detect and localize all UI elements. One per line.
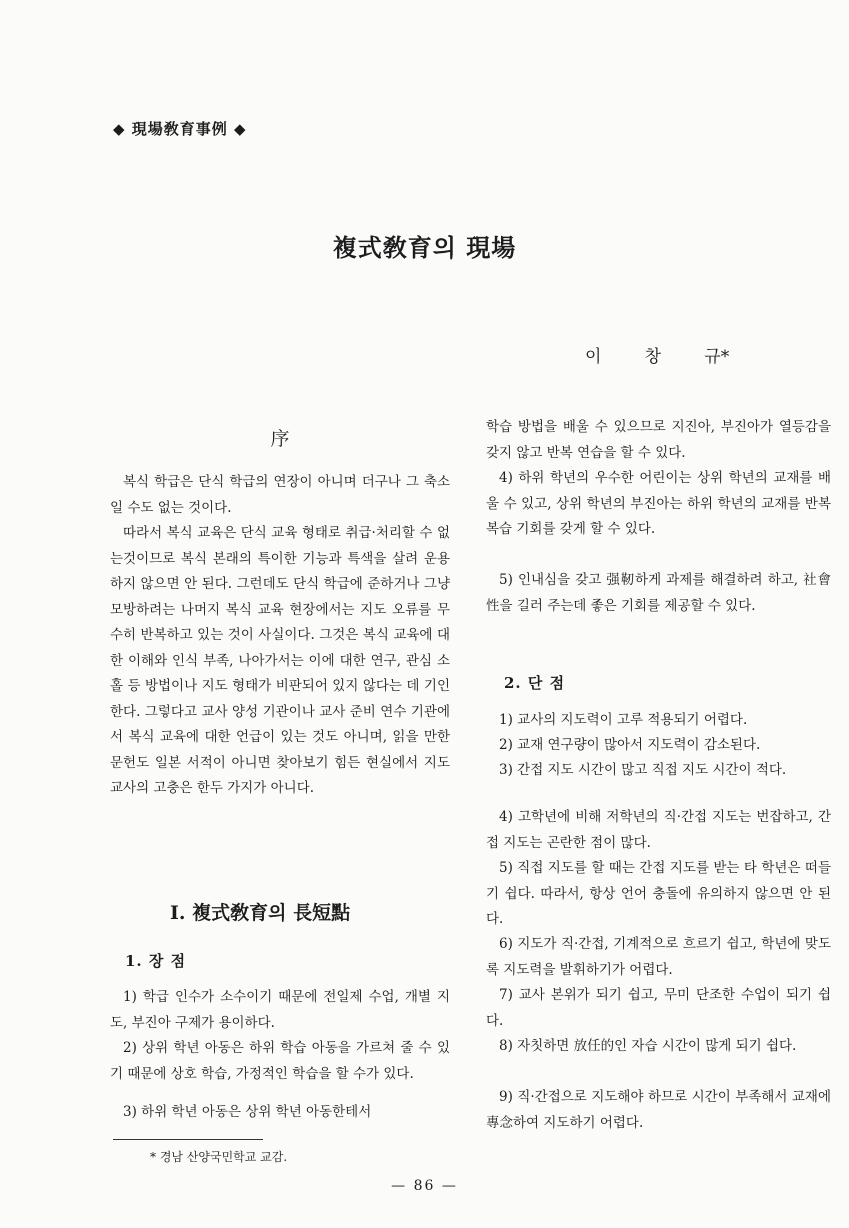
- section-tag: ◆ 現場敎育事例 ◆: [113, 120, 247, 138]
- list-item: 3) 하위 학년 아동은 상위 학년 아동한테서: [123, 1104, 372, 1120]
- page-number: — 86 —: [391, 1178, 458, 1194]
- list-item: 5) 직접 지도를 할 때는 간접 지도를 받는 타 학년은 떠들기 쉽다. 따라서, 항상 언어 충돌에 유의하지 않으면 안 된다.: [486, 860, 831, 927]
- footnote-divider: [113, 1139, 263, 1140]
- list-item: 9) 직·간접으로 지도해야 하므로 시간이 부족해서 교재에 專念하여 지도하기 어렵다.: [486, 1089, 831, 1131]
- list-item: 4) 고학년에 비해 저학년의 직·간접 지도는 번잡하고, 간접 지도는 곤란한 점이 많다.: [486, 809, 831, 851]
- paragraph: 복식 학급은 단식 학급의 연장이 아니며 더구나 그 축소일 수도 없는 것이다.: [110, 474, 450, 516]
- list-item: 8) 자칫하면 放任的인 자습 시간이 많게 되기 쉽다.: [499, 1038, 797, 1054]
- list-item: 4) 하위 학년의 우수한 어린이는 상위 학년의 교재를 배울 수 있고, 상위 학년의 부진아는 하위 학년의 교재를 반복 복습 기회를 갖게 할 수 있다.: [486, 470, 831, 537]
- page-title: 複式敎育의 現場: [332, 233, 517, 262]
- author-name: 이 창 규*: [585, 347, 735, 367]
- list-item: 3) 간접 지도 시간이 많고 직접 지도 시간이 적다.: [499, 762, 787, 778]
- footnote: * 경남 산양국민학교 교감.: [150, 1150, 288, 1164]
- list-item: 6) 지도가 직·간접, 기계적으로 흐르기 쉽고, 학년에 맞도록 지도력을 발휘하기가 어렵다.: [486, 936, 831, 978]
- paragraph: 학습 방법을 배울 수 있으므로 지진아, 부진아가 열등감을 갖지 않고 반복 연습을 할 수 있다.: [486, 419, 831, 461]
- sub-heading-strengths: 1. 장 점: [125, 952, 187, 970]
- paragraph: 따라서 복식 교육은 단식 교육 형태로 취급·처리할 수 없는것이므로 복식 본래의 특이한 기능과 특색을 살려 운용하지 않으면 안 된다. 그런데도 단식 학급에 준하거나 그냥 모방하려는 나머지 복식 교육 현장에서는 지도 오류를 무수히 반복하고 있는 것이 사실이다. 그것은 복식 교육에 대한 이해와 인식 부족, 나아가서는 이에 대한 연구, 관심 소홀 등 방법이나 지도 형태가 비판되어 있지 않다는 데 기인한다. 그렇다고 교사 양성 기관이나 교사 준비 연수 기관에서 복식 교육에 대한 언급이 있는 것도 아니며, 읽을 만한 문헌도 일본 서적이 아니면 찾아보기 힘든 현실에서 지도 교사의 고충은 한두 가지가 아니다.: [110, 525, 450, 796]
- list-item: 2) 상위 학년 아동은 하위 학습 아동을 가르쳐 줄 수 있기 때문에 상호 학습, 가정적인 학습을 할 수가 있다.: [110, 1040, 450, 1082]
- sub-heading-weaknesses: 2. 단 점: [504, 674, 566, 692]
- section-heading: Ⅰ. 複式敎育의 長短點: [170, 902, 351, 924]
- preface-heading: 序: [270, 428, 290, 450]
- list-item: 5) 인내심을 갖고 强靭하게 과제를 해결하려 하고, 社會性을 길러 주는데 좋은 기회를 제공할 수 있다.: [486, 572, 831, 614]
- list-item: 1) 교사의 지도력이 고루 적용되기 어렵다.: [499, 712, 748, 728]
- list-item: 1) 학급 인수가 소수이기 때문에 전일제 수업, 개별 지도, 부진아 구제가 용이하다.: [110, 989, 450, 1031]
- list-item: 2) 교재 연구량이 많아서 지도력이 감소된다.: [499, 737, 761, 753]
- list-item: 7) 교사 본위가 되기 쉽고, 무미 단조한 수업이 되기 쉽다.: [486, 987, 831, 1029]
